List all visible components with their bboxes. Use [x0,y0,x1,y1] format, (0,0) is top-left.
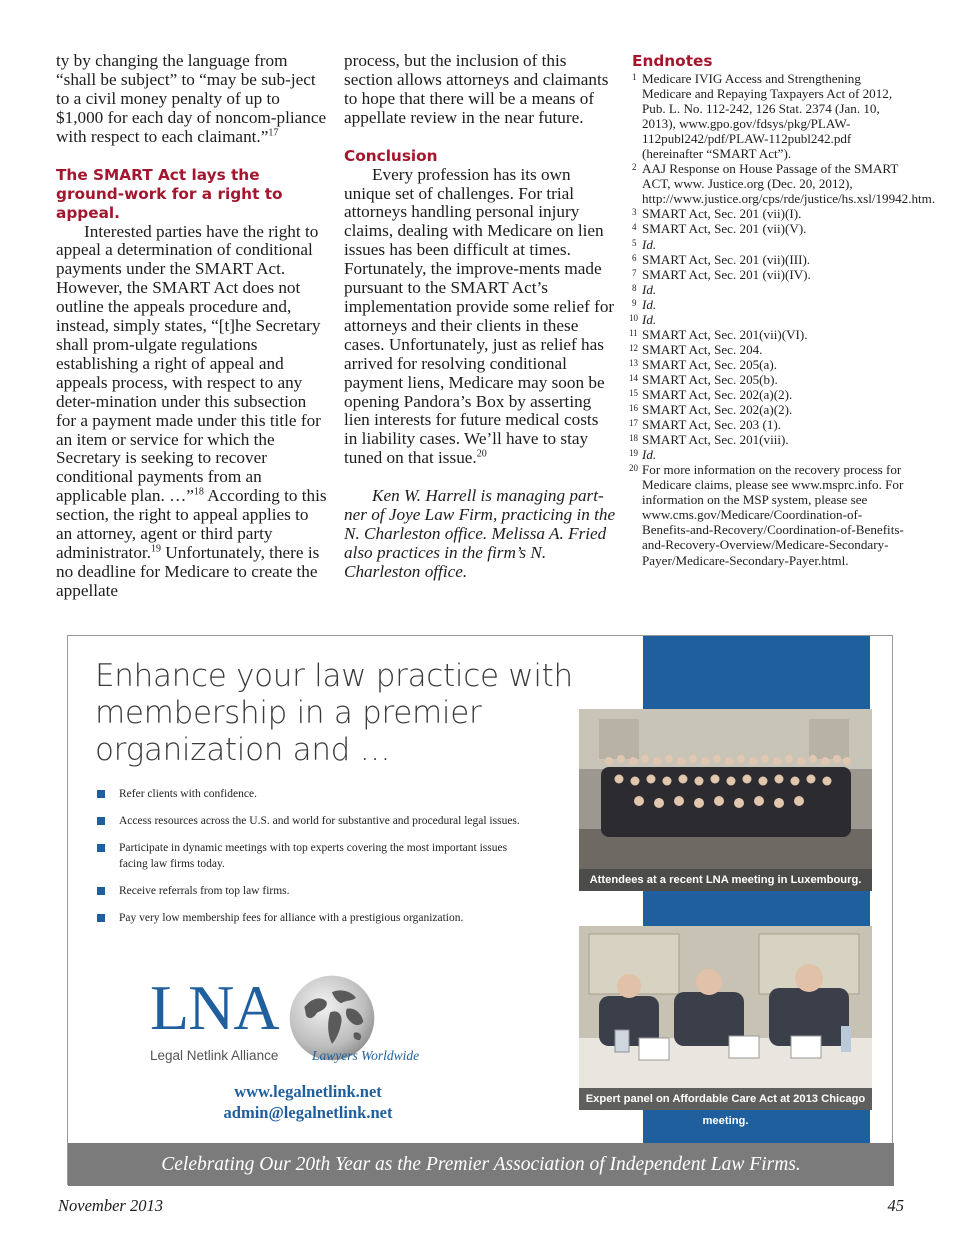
article-paragraph: process, but the inclusion of this section allows attorneys and claimants to hope that there will be a means of appellate review in the near future. [344,51,609,127]
list-item [95,813,535,829]
endnote-item [632,71,904,161]
endnote-reference: 17 [268,126,279,138]
author-bio: Ken W. Harrell is managing part-ner of Joye Law Firm, practicing in the N. Charleston office. Melissa A. Fried also practices in the firm’s N. Charleston office. [344,486,616,581]
endnote-number: 14 [629,372,638,383]
list-item [95,883,535,899]
endnote-text: SMART Act, Sec. 201 (vii)(I). [642,206,802,222]
endnote-text: SMART Act, Sec. 201(viii). [642,432,789,448]
ad-headline: Enhance your law practice with membership in a premier organization and … [95,658,573,768]
email-link[interactable]: admin@legalnetlink.net [223,1103,393,1122]
endnote-text: SMART Act, Sec. 205(b). [642,371,778,387]
bullet-text: Refer clients with confidence. [119,788,257,800]
lna-tagline: Lawyers Worldwide [312,1048,420,1063]
lna-logo [150,972,450,1071]
endnote-number: 12 [629,342,638,353]
page-number: 45 [887,1196,904,1215]
square-bullet-icon [97,914,105,922]
endnote-item [629,311,904,327]
article-paragraph [56,223,328,601]
endnote-number: 15 [629,387,638,398]
list-item [95,786,535,802]
list-item [95,840,535,872]
paragraph-text: Unfortunately, there is no deadline for Medicare to create the appellate [56,542,320,600]
endnote-text: SMART Act, Sec. 202(a)(2). [642,402,793,418]
endnote-number: 20 [629,463,638,474]
endnote-number: 11 [629,327,638,338]
endnote-text: Id. [642,281,657,297]
endnote-item [629,326,904,342]
paragraph-text: According to this section, the right to appeal applies to an attorney, agent or third party administrator. [56,486,327,562]
panel-photo-image [579,926,872,1110]
endnote-item [632,297,904,312]
endnote-number: 7 [632,267,637,278]
square-bullet-icon [97,887,105,895]
endnote-text: SMART Act, Sec. 201 (vii)(V). [642,221,807,237]
endnotes-column [629,52,936,568]
endnote-text: Medicare IVIG Access and Strengthening Medicare and Repaying Taxpayers Act of 2012, Pub. L. No. 112-242, 126 Stat. 2374 (Jan. 10, 2013), www.gpo.gov/fdsys/pkg/PLAW-112publ242/pdf/PLAW-112publ242.pdf (hereinafter “SMART Act”). [642,71,893,162]
endnote-item [629,402,904,418]
endnote-reference: 18 [193,486,204,498]
endnote-text: Id. [642,447,657,463]
endnote-reference: 20 [476,448,487,460]
endnote-text: SMART Act, Sec. 202(a)(2). [642,386,793,402]
endnote-number: 1 [632,72,637,82]
endnote-item [632,206,904,221]
article-column-2 [344,52,616,582]
paragraph-text: Interested parties have the right to appeal a determination of conditional payments under the SMART Act. However, the SMART Act does not outline the appeals procedure and, instead, simply states, “[t]he Secretary shall prom-ulgate regulations establishing a right of appeal and appeals process, with respect to any deter-mination under this subsection for a payment made under this title for an item or service for which the Secretary is seeking to recover conditional payments from an applicable plan. …” [56,221,321,506]
luxembourg-group-photo [579,709,872,891]
endnote-text: Id. [642,296,657,312]
endnote-number: 2 [632,162,637,173]
paragraph-text: Every profession has its own unique set of challenges. For trial attorneys handling personal injury claims, dealing with Medicare on lien issues has been difficult at times. Fortunately, the improve-ments made pursuant to the SMART Act’s implementation provide some relief for attorneys and their clients in these cases. Unfortunately, just as relief has arrived for resolving conditional payment liens, Medicare may soon be opening Pandora’s Box by asserting lien interests for future medical costs in liability cases. We’ll have to stay tuned on that issue. [344,164,615,468]
endnote-text: SMART Act, Sec. 204. [642,341,763,357]
endnote-number: 5 [632,237,637,248]
endnote-item [629,371,904,387]
endnote-item [629,417,904,433]
endnote-text: For more information on the recovery process for Medicare claims, please see www.msprc.info. For information on the MSP system, please see www.cms.gov/Medicare/Coordination-of-Benefits-and-Recovery/Coordination-of-Benefits-and-Recovery-Overview/Medicare-Secondary-Payer/Medicare-Secondary-Payer.html. [642,462,904,568]
endnote-number: 4 [632,222,637,233]
endnote-reference: 19 [151,543,161,555]
square-bullet-icon [97,790,105,798]
endnotes-heading: Endnotes [632,52,713,70]
article-paragraph [56,52,328,147]
endnote-number: 19 [629,448,638,459]
photo-caption: Attendees at a recent LNA meeting in Luxembourg. [579,869,872,891]
endnote-item [632,282,904,297]
endnote-number: 6 [632,252,637,263]
endnote-item [629,447,904,463]
endnote-text: AAJ Response on House Passage of the SMART ACT, www. Justice.org (Dec. 20, 2012), http://www.justice.org/cps/rde/justice/hs.xsl/19942.htm. [642,161,936,207]
bullet-text: Pay very low membership fees for alliance with a prestigious organization. [119,912,464,924]
lna-contact [108,1081,508,1123]
endnote-item [632,161,936,207]
article-column-1 [56,52,328,601]
endnote-number: 17 [629,418,638,429]
list-item [95,910,535,926]
endnote-item [632,267,904,282]
section-heading: The SMART Act lays the ground-work for a right to appeal. [56,165,283,222]
endnote-text: SMART Act, Sec. 205(a). [642,356,777,372]
endnote-text: Id. [642,311,657,327]
bullet-text: Receive referrals from top law firms. [119,885,290,897]
lna-logo-letters: LNA [150,972,279,1043]
endnote-number: 9 [632,297,637,308]
endnote-text: Id. [642,236,657,252]
lna-advertisement [67,635,893,1185]
endnote-text: SMART Act, Sec. 201 (vii)(III). [642,251,811,267]
endnote-item [629,356,904,372]
bullet-text: Participate in dynamic meetings with top experts covering the most important issues facing law firms today. [119,842,508,870]
endnotes-list [629,71,936,568]
ad-banner: Celebrating Our 20th Year as the Premier Association of Independent Law Firms. [68,1143,894,1186]
endnote-number: 18 [629,433,638,444]
paragraph-text: ty by changing the language from “shall be subject” to “may be sub-ject to a civil money penalty of up to $1,000 for each day of noncom-pliance with respect to each claimant.” [56,51,327,146]
endnote-item [629,432,904,448]
endnote-item [629,462,904,568]
endnote-text: SMART Act, Sec. 201 (vii)(IV). [642,266,811,282]
endnote-number: 3 [632,207,637,218]
photo-caption: Expert panel on Affordable Care Act at 2013 Chicago meeting. [579,1088,872,1110]
square-bullet-icon [97,844,105,852]
square-bullet-icon [97,817,105,825]
issue-date: November 2013 [58,1196,163,1215]
endnote-number: 10 [629,312,638,323]
website-link[interactable]: www.legalnetlink.net [234,1082,382,1101]
endnote-text: SMART Act, Sec. 203 (1). [642,417,781,433]
endnote-item [629,341,904,357]
endnote-number: 13 [629,357,638,368]
endnote-item [629,386,904,402]
group-photo-image [579,709,872,891]
article-paragraph [344,166,616,469]
endnote-text: SMART Act, Sec. 201(vii)(VI). [642,326,808,342]
endnote-item [632,221,904,236]
endnote-item [632,252,904,267]
conclusion-heading: Conclusion [344,146,438,165]
lna-full-name: Legal Netlink Alliance [150,1048,279,1063]
endnote-number: 16 [629,403,638,414]
ad-benefits-list [95,786,535,937]
endnote-number: 8 [632,282,637,293]
endnote-item [632,237,904,252]
chicago-panel-photo [579,926,872,1127]
bullet-text: Access resources across the U.S. and world for substantive and procedural legal issues. [119,815,520,827]
